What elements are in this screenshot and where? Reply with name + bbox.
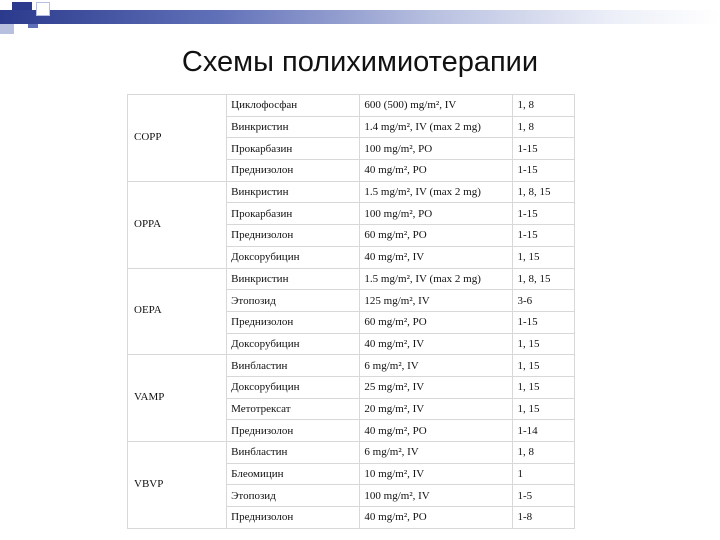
days-value: 1-15 [513, 203, 575, 225]
regimen-name-cell [128, 442, 227, 529]
drug-name: Этопозид [227, 290, 360, 312]
corner-square-white [36, 2, 50, 16]
days-value: 1-14 [513, 420, 575, 442]
dose-value: 1.4 mg/m², IV (max 2 mg) [360, 116, 513, 138]
regimen-name-cell [128, 268, 227, 355]
drug-name: Винбластин [227, 355, 360, 377]
table-row [128, 355, 575, 377]
days-value: 1, 15 [513, 246, 575, 268]
days-value: 3-6 [513, 290, 575, 312]
days-value: 1, 15 [513, 355, 575, 377]
top-gradient-band [0, 10, 720, 24]
days-value: 1-15 [513, 138, 575, 160]
dose-value: 60 mg/m², PO [360, 311, 513, 333]
regimen-name-cell [128, 181, 227, 268]
drug-name: Метотрексат [227, 398, 360, 420]
dose-value: 40 mg/m², PO [360, 507, 513, 529]
regimen-table [127, 94, 575, 529]
dose-value: 100 mg/m², PO [360, 138, 513, 160]
drug-name: Прокарбазин [227, 138, 360, 160]
drug-name: Преднизолон [227, 311, 360, 333]
drug-name: Винкристин [227, 268, 360, 290]
dose-value: 100 mg/m², PO [360, 203, 513, 225]
drug-name: Доксорубицин [227, 246, 360, 268]
dose-value: 1.5 mg/m², IV (max 2 mg) [360, 268, 513, 290]
dose-value: 6 mg/m², IV [360, 355, 513, 377]
table-row [128, 268, 575, 290]
drug-name: Циклофосфан [227, 95, 360, 117]
days-value: 1, 15 [513, 398, 575, 420]
drug-name: Доксорубицин [227, 376, 360, 398]
days-value: 1-15 [513, 225, 575, 247]
days-value: 1, 8 [513, 442, 575, 464]
dose-value: 6 mg/m², IV [360, 442, 513, 464]
dose-value: 10 mg/m², IV [360, 463, 513, 485]
regimen-name-cell [128, 355, 227, 442]
dose-value: 40 mg/m², IV [360, 333, 513, 355]
dose-value: 40 mg/m², IV [360, 246, 513, 268]
regimen-name: OPPA [134, 217, 162, 230]
days-value: 1, 8, 15 [513, 268, 575, 290]
days-value: 1-8 [513, 507, 575, 529]
dose-value: 1.5 mg/m², IV (max 2 mg) [360, 181, 513, 203]
regimen-name: OEPA [134, 304, 162, 317]
drug-name: Преднизолон [227, 420, 360, 442]
drug-name: Блеомицин [227, 463, 360, 485]
days-value: 1, 8 [513, 95, 575, 117]
drug-name: Прокарбазин [227, 203, 360, 225]
table-row [128, 95, 575, 117]
days-value: 1, 8 [513, 116, 575, 138]
days-value: 1-15 [513, 311, 575, 333]
dose-value: 125 mg/m², IV [360, 290, 513, 312]
regimen-name: VAMP [134, 391, 165, 404]
regimen-name-cell [128, 95, 227, 182]
regimen-name: VBVP [134, 477, 164, 490]
drug-name: Доксорубицин [227, 333, 360, 355]
days-value: 1, 8, 15 [513, 181, 575, 203]
dose-value: 40 mg/m², PO [360, 420, 513, 442]
page-title: Схемы полихимиотерапии [181, 46, 539, 78]
drug-name: Преднизолон [227, 225, 360, 247]
drug-name: Винбластин [227, 442, 360, 464]
drug-name: Преднизолон [227, 507, 360, 529]
drug-name: Винкристин [227, 116, 360, 138]
days-value: 1, 15 [513, 333, 575, 355]
dose-value: 20 mg/m², IV [360, 398, 513, 420]
days-value: 1, 15 [513, 376, 575, 398]
drug-name: Преднизолон [227, 160, 360, 182]
table-row [128, 181, 575, 203]
drug-name: Винкристин [227, 181, 360, 203]
regimen-name: COPP [134, 130, 162, 143]
dose-value: 100 mg/m², IV [360, 485, 513, 507]
dose-value: 25 mg/m², IV [360, 376, 513, 398]
days-value: 1 [513, 463, 575, 485]
dose-value: 600 (500) mg/m², IV [360, 95, 513, 117]
table-row [128, 442, 575, 464]
dose-value: 60 mg/m², PO [360, 225, 513, 247]
days-value: 1-5 [513, 485, 575, 507]
dose-value: 40 mg/m², PO [360, 160, 513, 182]
days-value: 1-15 [513, 160, 575, 182]
drug-name: Этопозид [227, 485, 360, 507]
